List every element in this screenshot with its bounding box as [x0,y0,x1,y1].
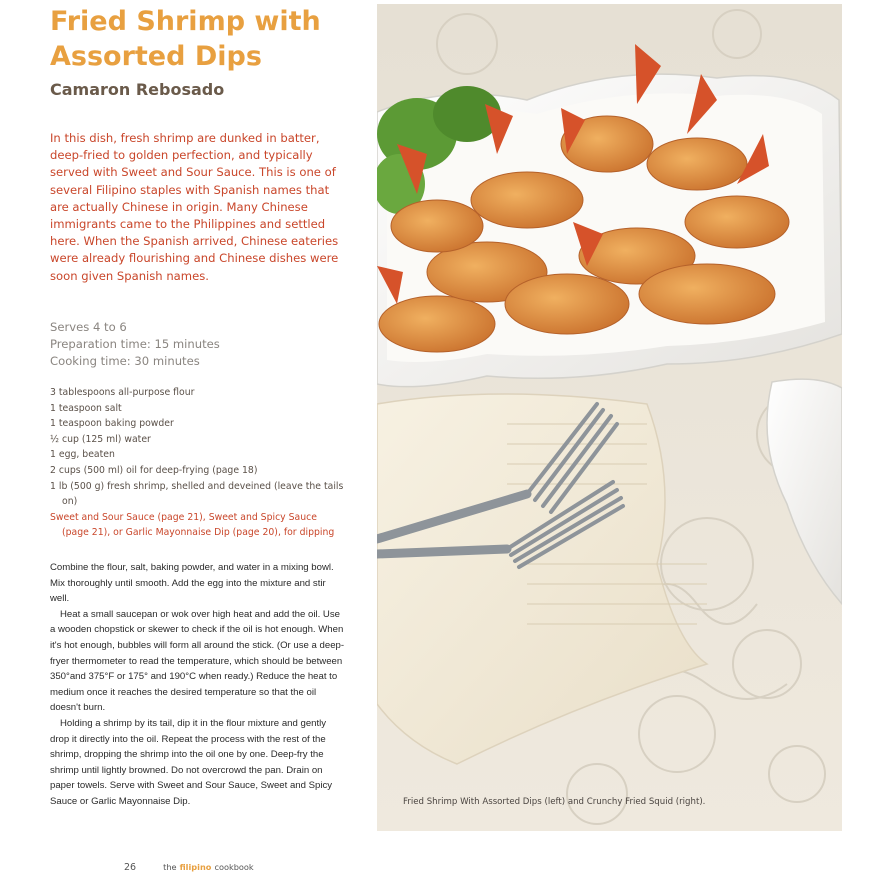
page-footer [124,862,254,873]
ingredient-item: 1 teaspoon baking powder [50,418,174,430]
serves-text: Serves 4 to 6 [50,320,127,334]
dish-photo [377,4,842,831]
ingredient-item: ½ cup (125 ml) water [50,433,151,445]
method-paragraph: Heat a small saucepan or wok over high heat and add the oil. Use a wooden chopstick or skewer to check if the oil is hot enough. When it's hot enough, bubbles will form all around the stick. (Or use a deep-fryer thermometer to read the temperature, which should be between 350°and 375°F or 175° and 190°C when ready.) Reduce the heat to medium once it reaches the desired temperature so that the oil doesn't burn. [50,608,345,714]
book-title-prefix: the [163,862,177,872]
page-number: 26 [124,862,137,873]
photo-caption: Fried Shrimp With Assorted Dips (left) and Crunchy Fried Squid (right). [403,797,706,807]
prep-time-text: Preparation time: 15 minutes [50,337,220,351]
ingredient-item: 1 egg, beaten [50,449,115,461]
serving-info [50,319,346,370]
recipe-title: Fried Shrimp with Assorted Dips [50,6,321,72]
book-title-highlight: filipino [179,862,212,872]
ingredient-list [50,385,346,541]
cook-time-text: Cooking time: 30 minutes [50,354,200,368]
book-title-suffix: cookbook [214,862,254,872]
ingredient-item-dips: Sweet and Sour Sauce (page 21), Sweet and Spicy Sauce (page 21), or Garlic Mayonnaise Dip (page 20), for dipping [50,511,335,539]
method-paragraph: Holding a shrimp by its tail, dip it in the flour mixture and gently drop it directly into the oil. Repeat the process with the rest of the shrimp, dropping the shrimp into the oil one by one. Deep-fry the shrimp until lightly browned. Do not overcrowd the pan. Drain on paper towels. Serve with Sweet and Sour Sauce, Sweet and Spicy Sauce or Garlic Mayonnaise Dip. [50,717,333,807]
dish-photo-illustration [377,4,842,831]
ingredient-item: 2 cups (500 ml) oil for deep-frying (page 18) [50,464,258,476]
recipe-intro: In this dish, fresh shrimp are dunked in batter, deep-fried to golden perfection, and typically served with Sweet and Sour Sauce. This is one of several Filipino staples with Spanish names that are actually Chinese in origin. Many Chinese immigrants came to the Philippines and settled here. When the Spanish arrived, Chinese eateries were already flourishing and Chinese dishes were soon given Spanish names. [50,131,339,283]
ingredient-item: 3 tablespoons all-purpose flour [50,387,195,398]
method-text [50,560,346,810]
ingredient-item: 1 teaspoon salt [50,402,122,414]
ingredient-item: 1 lb (500 g) fresh shrimp, shelled and deveined (leave the tails on) [50,480,344,508]
method-paragraph: Combine the flour, salt, baking powder, and water in a mixing bowl. Mix thoroughly until smooth. Add the egg into the mixture and stir well. [50,562,334,605]
recipe-subtitle: Camaron Rebosado [50,80,225,99]
